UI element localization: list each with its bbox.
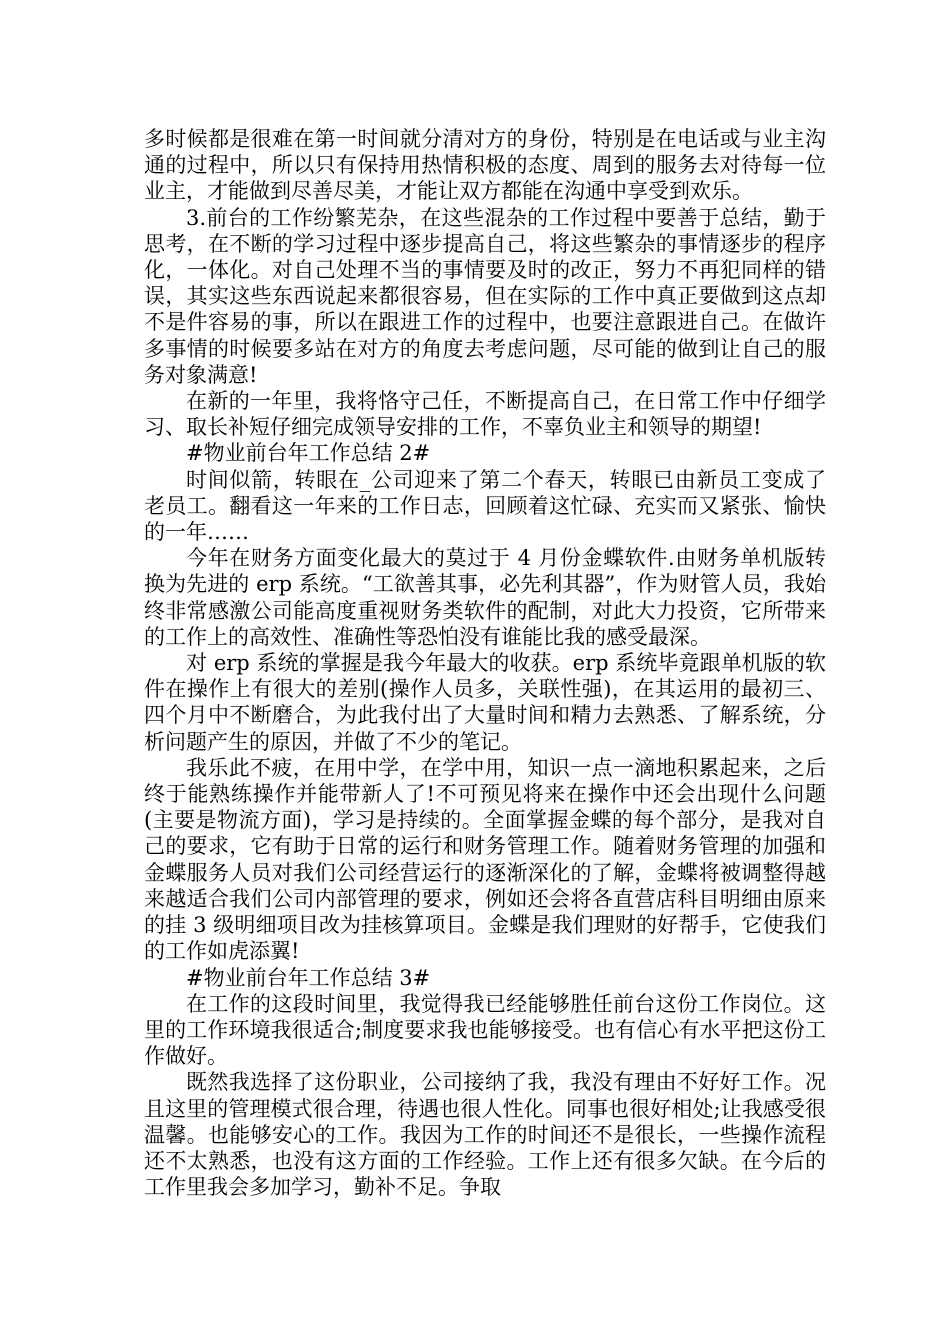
paragraph-5: 今年在财务方面变化最大的莫过于 4 月份金蝶软件.由财务单机版转换为先进的 erp 系统。“工欲善其事，必先利其器”，作为财管人员，我始终非常感激公司能高度重视财务类软件的配制，对此大力投资，它所带来的工作上的高效性、准确性等恐怕没有谁能比我的感受最深。: [144, 546, 826, 649]
paragraph-6: 对 erp 系统的掌握是我今年最大的收获。erp 系统毕竟跟单机版的软件在操作上有很大的差别(操作人员多，关联性强)，在其运用的最初三、四个月中不断磨合，为此我付出了大量时间和精力去熟悉、了解系统，分析问题产生的原因，并做了不少的笔记。: [144, 651, 826, 754]
section-heading-3: #物业前台年工作总结 3#: [186, 965, 431, 990]
paragraph-8: 在工作的这段时间里，我觉得我已经能够胜任前台这份工作岗位。这里的工作环境我很适合;制度要求我也能够接受。也有信心有水平把这份工作做好。: [144, 991, 826, 1069]
paragraph-4: 时间似箭，转眼在_公司迎来了第二个春天，转眼已由新员工变成了老员工。翻看这一年来的工作日志，回顾着这忙碌、充实而又紧张、愉快的一年……: [144, 467, 826, 545]
section-heading-2: #物业前台年工作总结 2#: [186, 441, 431, 466]
document-body: [144, 126, 826, 1200]
paragraph-2: 3.前台的工作纷繁芜杂，在这些混杂的工作过程中要善于总结，勤于思考，在不断的学习过程中逐步提高自己，将这些繁杂的事情逐步的程序化，一体化。对自己处理不当的事情要及时的改正，努力不再犯同样的错误，其实这些东西说起来都很容易，但在实际的工作中真正要做到这点却不是件容易的事，所以在跟进工作的过程中，也要注意跟进自己。在做许多事情的时候要多站在对方的角度去考虑问题，尽可能的做到让自己的服务对象满意!: [144, 205, 826, 387]
paragraph-9: 既然我选择了这份职业，公司接纳了我，我没有理由不好好工作。况且这里的管理模式很合理，待遇也很人性化。同事也很好相处;让我感受很温馨。也能够安心的工作。我因为工作的时间还不是很长，一些操作流程还不太熟悉，也没有这方面的工作经验。工作上还有很多欠缺。在今后的工作里我会多加学习，勤补不足。争取: [144, 1070, 826, 1200]
paragraph-7: 我乐此不疲，在用中学，在学中用，知识一点一滴地积累起来，之后终于能熟练操作并能带新人了!不可预见将来在操作中还会出现什么问题(主要是物流方面)，学习是持续的。全面掌握金蝶的每个部分，是我对自己的要求，它有助于日常的运行和财务管理工作。随着财务管理的加强和金蝶服务人员对我们公司经营运行的逐渐深化的了解，金蝶将被调整得越来越适合我们公司内部管理的要求，例如还会将各直营店科目明细由原来的挂 3 级明细项目改为挂核算项目。金蝶是我们理财的好帮手，它使我们的工作如虎添翼!: [144, 755, 826, 964]
paragraph-1: 多时候都是很难在第一时间就分清对方的身份，特别是在电话或与业主沟通的过程中，所以只有保持用热情积极的态度、周到的服务去对待每一位业主，才能做到尽善尽美，才能让双方都能在沟通中享受到欢乐。: [144, 127, 826, 204]
paragraph-3: 在新的一年里，我将恪守己任，不断提高自己，在日常工作中仔细学习、取长补短仔细完成领导安排的工作，不辜负业主和领导的期望!: [144, 389, 826, 440]
